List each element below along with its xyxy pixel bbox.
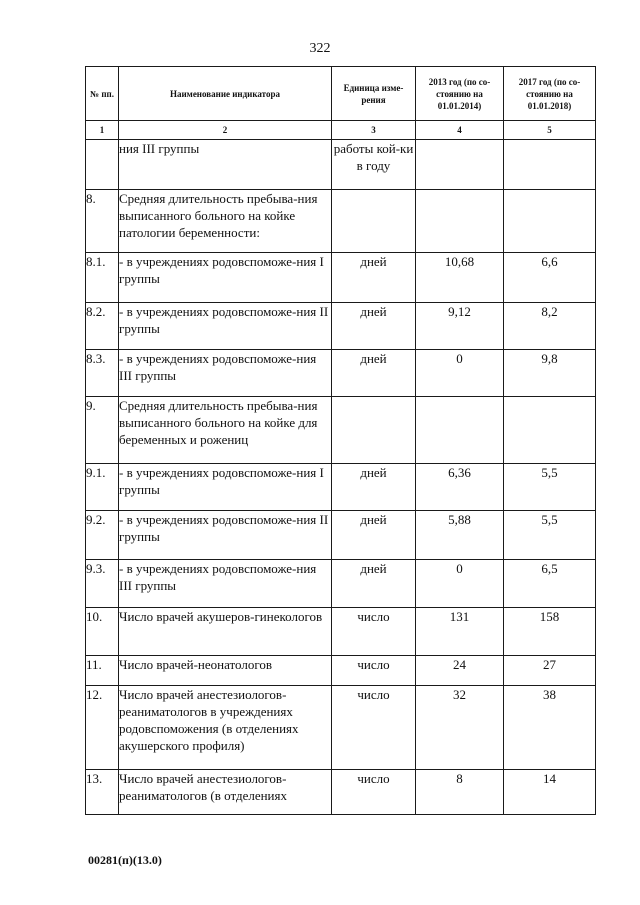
unit-cell: дней [332, 560, 416, 608]
value-2013: 32 [416, 686, 504, 770]
row-number: 10. [86, 608, 119, 656]
row-number [86, 140, 119, 190]
unit-cell: дней [332, 464, 416, 511]
value-2017 [504, 190, 596, 253]
unit-cell: дней [332, 350, 416, 397]
value-2017: 158 [504, 608, 596, 656]
value-2013: 0 [416, 350, 504, 397]
value-2017 [504, 140, 596, 190]
row-number: 8. [86, 190, 119, 253]
table-row [86, 253, 596, 303]
value-2017: 27 [504, 656, 596, 686]
header-name: Наименование индикатора [119, 67, 332, 121]
value-2013: 10,68 [416, 253, 504, 303]
table-row [86, 656, 596, 686]
unit-cell [332, 397, 416, 464]
table-row [86, 397, 596, 464]
value-2017: 38 [504, 686, 596, 770]
table-row [86, 770, 596, 815]
indicator-name: Средняя длительность пребыва-ния выписанного больного на койке для беременных и рожениц [119, 397, 332, 464]
header-unit: Единица изме-рения [332, 67, 416, 121]
unit-cell: число [332, 608, 416, 656]
unit-cell: число [332, 770, 416, 815]
row-number: 8.2. [86, 303, 119, 350]
value-2013 [416, 397, 504, 464]
indicator-name: ния III группы [119, 140, 332, 190]
column-number: 3 [332, 121, 416, 140]
unit-cell [332, 190, 416, 253]
value-2017: 5,5 [504, 511, 596, 560]
value-2017: 6,5 [504, 560, 596, 608]
value-2013 [416, 190, 504, 253]
value-2013: 131 [416, 608, 504, 656]
table-row [86, 464, 596, 511]
unit-cell: дней [332, 253, 416, 303]
indicator-name: - в учреждениях родовспоможе-ния I группы [119, 253, 332, 303]
header-2017: 2017 год (по со-стоянию на 01.01.2018) [504, 67, 596, 121]
table-row [86, 511, 596, 560]
row-number: 11. [86, 656, 119, 686]
row-number: 8.1. [86, 253, 119, 303]
indicator-name: Число врачей анестезиологов-реаниматологов (в отделениях [119, 770, 332, 815]
row-number: 12. [86, 686, 119, 770]
row-number: 9.2. [86, 511, 119, 560]
value-2017: 14 [504, 770, 596, 815]
table-row [86, 608, 596, 656]
unit-cell: число [332, 686, 416, 770]
column-number-row [86, 121, 596, 140]
table-row [86, 303, 596, 350]
value-2017: 9,8 [504, 350, 596, 397]
unit-cell: число [332, 656, 416, 686]
column-number: 2 [119, 121, 332, 140]
value-2013: 24 [416, 656, 504, 686]
table-header-row [86, 67, 596, 121]
indicator-table [85, 66, 596, 815]
unit-cell: работы кой-ки в году [332, 140, 416, 190]
table-row [86, 190, 596, 253]
column-number: 5 [504, 121, 596, 140]
value-2017 [504, 397, 596, 464]
page-number: 322 [309, 41, 331, 56]
indicator-name: - в учреждениях родовспоможе-ния III группы [119, 560, 332, 608]
value-2013: 6,36 [416, 464, 504, 511]
row-number: 8.3. [86, 350, 119, 397]
table-row [86, 560, 596, 608]
value-2013: 9,12 [416, 303, 504, 350]
row-number: 13. [86, 770, 119, 815]
row-number: 9.3. [86, 560, 119, 608]
row-number: 9.1. [86, 464, 119, 511]
header-num: № пп. [86, 67, 119, 121]
unit-cell: дней [332, 303, 416, 350]
table-row [86, 140, 596, 190]
column-number: 1 [86, 121, 119, 140]
value-2017: 8,2 [504, 303, 596, 350]
header-2013: 2013 год (по со-стоянию на 01.01.2014) [416, 67, 504, 121]
indicator-name: - в учреждениях родовспоможе-ния II группы [119, 303, 332, 350]
value-2013: 8 [416, 770, 504, 815]
indicator-name: Средняя длительность пребыва-ния выписанного больного на койке патологии беременности: [119, 190, 332, 253]
document-code: 00281(п)(13.0) [88, 853, 162, 867]
indicator-name: - в учреждениях родовспоможе-ния III группы [119, 350, 332, 397]
row-number: 9. [86, 397, 119, 464]
table-row [86, 350, 596, 397]
indicator-name: Число врачей-неонатологов [119, 656, 332, 686]
column-number: 4 [416, 121, 504, 140]
indicator-name: Число врачей акушеров-гинекологов [119, 608, 332, 656]
unit-cell: дней [332, 511, 416, 560]
value-2013: 0 [416, 560, 504, 608]
indicator-name: - в учреждениях родовспоможе-ния I группы [119, 464, 332, 511]
indicator-name: - в учреждениях родовспоможе-ния II группы [119, 511, 332, 560]
value-2013: 5,88 [416, 511, 504, 560]
value-2017: 6,6 [504, 253, 596, 303]
value-2013 [416, 140, 504, 190]
value-2017: 5,5 [504, 464, 596, 511]
indicator-name: Число врачей анестезиологов-реаниматологов в учреждениях родовспоможения (в отделениях акушерского профиля) [119, 686, 332, 770]
table-row [86, 686, 596, 770]
